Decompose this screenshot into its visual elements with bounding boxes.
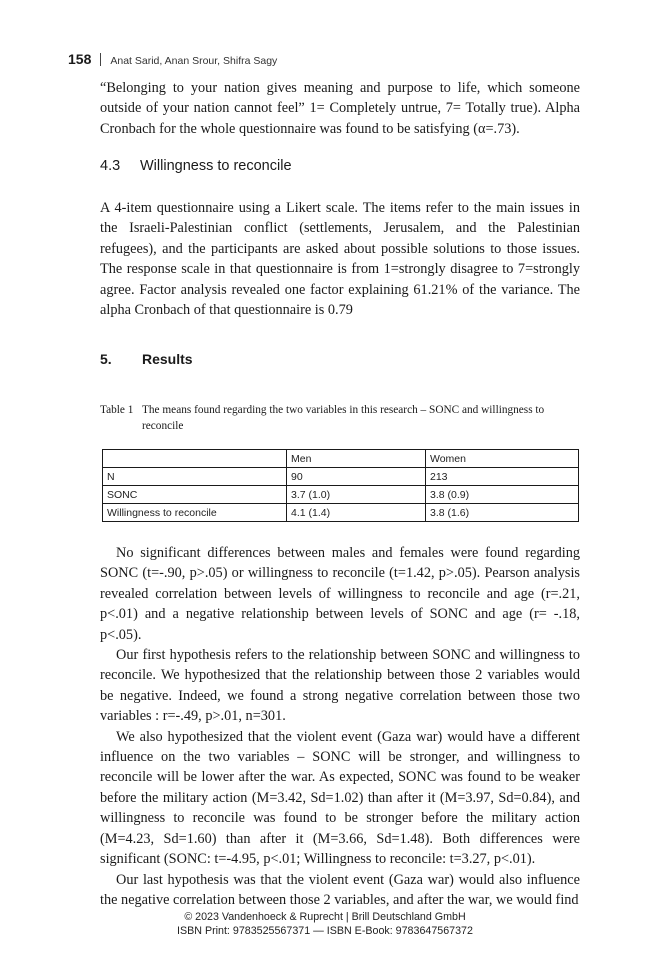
table-cell: 3.8 (1.6) <box>426 504 579 522</box>
header-divider <box>100 53 101 66</box>
copyright-line: © 2023 Vandenhoeck & Ruprecht | Brill Deutschland GmbH <box>184 911 466 923</box>
page-footer <box>0 910 650 938</box>
intro-paragraph-text: “Belonging to your nation gives meaning and purpose to life, which someone outside of your nation cannot feel” 1= Completely untrue, 7= Totally true). Alpha Cronbach for the whole questionnaire was found to be satisfying (α=.73). <box>100 80 580 137</box>
table-cell: 3.7 (1.0) <box>287 486 426 504</box>
table-row <box>103 504 579 522</box>
results-paragraph: Our first hypothesis refers to the relationship between SONC and willingness to reconcile. We hypothesized that the relationship between those 2 variables would be negative. Indeed, we found a strong negative correlation between those two variables : r=-.49, p>.01, n=301. <box>100 647 580 725</box>
results-paragraph: Our last hypothesis was that the violent event (Gaza war) would also influence the negative correlation between those 2 variables, and after the war, we would find <box>100 871 580 908</box>
table-header-cell: Women <box>426 450 579 468</box>
means-table <box>102 449 579 522</box>
subsection-paragraph <box>100 198 580 320</box>
table-cell: 90 <box>287 468 426 486</box>
intro-paragraph <box>100 78 580 139</box>
table-row <box>103 468 579 486</box>
subsection-paragraph-text: A 4-item questionnaire using a Likert scale. The items refer to the main issues in the Israeli-Palestinian conflict (settlements, Jerusalem, and the Palestinian refugees), and the participants are asked about possible solutions to those issues. The response scale in that questionnaire is from 1=strongly disagree to 7=strongly agree. Factor analysis revealed one factor explaining 61.21% of the variance. The alpha Cronbach of that questionnaire is 0.79 <box>100 200 580 319</box>
table-cell: 213 <box>426 468 579 486</box>
table-cell: 3.8 (0.9) <box>426 486 579 504</box>
running-head <box>68 50 277 70</box>
section-title: Results <box>142 351 193 367</box>
table-cell: Willingness to reconcile <box>103 504 287 522</box>
table-cell: SONC <box>103 486 287 504</box>
subsection-heading <box>100 158 292 174</box>
results-body <box>100 543 580 910</box>
page-number: 158 <box>68 51 92 67</box>
results-paragraph: No significant differences between males and females were found regarding SONC (t=-.90, p>.05) or willingness to reconcile (t=1.42, p>.05). Pearson analysis revealed correlation between levels of willingness to reconcile and age (r=.21, p<.01) and a negative relationship between levels of SONC and age (r= -.18, p<.05). <box>100 545 580 643</box>
table-header-row <box>103 450 579 468</box>
author-names: Anat Sarid, Anan Srour, Shifra Sagy <box>110 55 278 67</box>
table-cell: N <box>103 468 287 486</box>
section-heading <box>100 351 193 367</box>
table-cell: 4.1 (1.4) <box>287 504 426 522</box>
subsection-number: 4.3 <box>100 158 121 174</box>
table-caption <box>100 402 580 434</box>
isbn-line: ISBN Print: 9783525567371 — ISBN E-Book: 9783647567372 <box>177 925 473 937</box>
results-paragraph: We also hypothesized that the violent event (Gaza war) would have a different influence on the two variables – SONC will be stronger, and willingness to reconcile will be lower after the war. As expected, SONC was found to be weaker before the military action (M=3.42, Sd=1.02) than after it (M=3.97, Sd=0.84), and willingness to reconcile was found to be stronger before the military action (M=4.23, Sd=1.60) than after it (M=3.66, Sd=1.48). Both differences were significant (SONC: t=-4.95, p<.01; Willingness to reconcile: t=3.27, p<.01). <box>100 728 580 868</box>
table-header-cell: Men <box>287 450 426 468</box>
table-header-cell <box>103 450 287 468</box>
table-row <box>103 486 579 504</box>
table-caption-text: The means found regarding the two variables in this research – SONC and willingness to reconcile <box>142 404 545 432</box>
subsection-title: Willingness to reconcile <box>140 158 292 174</box>
section-number: 5. <box>100 351 112 367</box>
table-caption-label: Table 1 <box>100 404 134 416</box>
